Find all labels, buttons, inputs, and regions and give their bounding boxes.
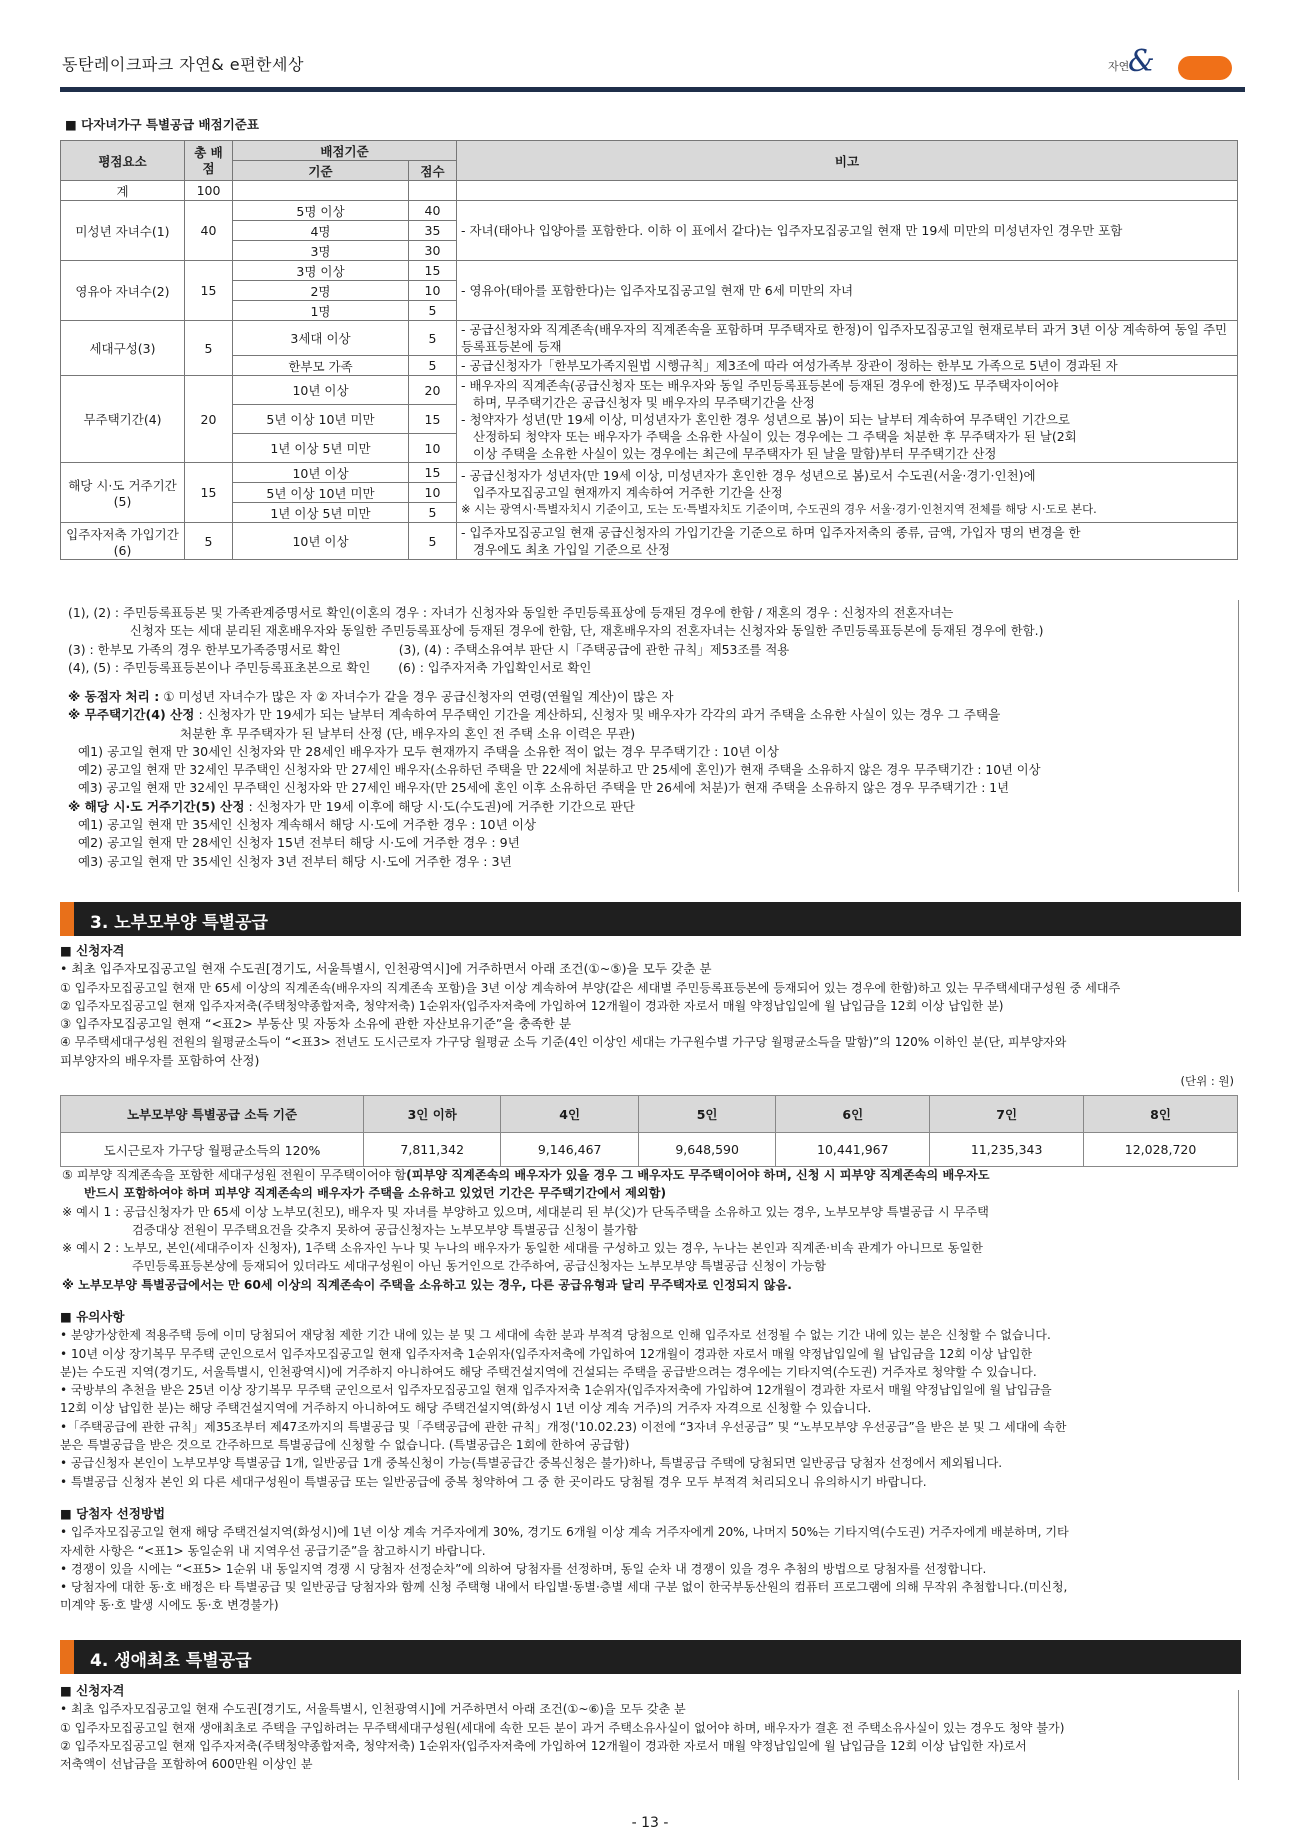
caution-line: 분은 특별공급을 받은 것으로 간주하므로 특별공급에 신청할 수 없습니다. (특별공급은 1회에 한하여 공급함)	[60, 1438, 630, 1453]
rule-text: ① 미성년 자녀수가 많은 자 ② 자녀수가 같을 경우 공급신청자의 연령(연월일 계산)이 많은 자	[159, 689, 674, 704]
footnote-part: (3), (4) : 주택소유여부 판단 시「주택공급에 관한 규칙」제53조를 적용	[398, 641, 790, 657]
section-accent	[60, 1640, 74, 1674]
income-header: 6인	[776, 1096, 930, 1133]
item-label: 입주자저축 가입기간(6)	[61, 523, 185, 560]
criteria-cell: 한부모 가족	[233, 356, 409, 376]
scoring-table	[60, 140, 1238, 560]
note-cell	[457, 523, 1238, 560]
caution-line: • 분양가상한제 적용주택 등에 이미 당첨되어 재당첨 제한 기간 내에 있는 분 및 그 세대에 속한 분과 부적격 당첨으로 인해 입주자로 선정될 수 없는 기간 내에 있는 분은 신청할 수 없습니다.	[60, 1328, 1051, 1343]
footnote-line	[68, 659, 1248, 677]
income-cell: 7,811,342	[364, 1133, 501, 1167]
income-header: 4인	[501, 1096, 638, 1133]
note-cell	[457, 376, 1238, 463]
example-line: 예3) 공고일 현재 만 35세인 신청자 3년 전부터 해당 시·도에 거주한 경우 : 3년	[78, 853, 512, 869]
rule-text: : 신청자가 만 19세가 되는 날부터 계속하여 무주택인 기간을 계산하되, 신청자 및 배우자가 각각의 과거 주택을 소유한 사실이 있는 경우 그 주택을	[194, 707, 1001, 723]
example-line: 예3) 공고일 현재 만 32세인 무주택인 신청자와 만 27세인 배우자(만 25세에 혼인 이후 소유하던 주택을 만 26세에 처분)가 현재 주택을 소유하지 않은 경우 무주택기간 : 1년	[78, 781, 1009, 796]
selection-line: • 경쟁이 있을 시에는 “<표5> 1순위 내 동일지역 경쟁 시 당첨자 선정순차”에 의하여 당첨자를 선정하며, 동일 순차 내 경쟁이 있을 경우 추첨의 방법으로 당첨자를 선정합니다.	[60, 1561, 987, 1576]
eligibility-line: ③ 입주자모집공고일 현재 “<표2> 부동산 및 자동차 소유에 관한 자산보유기준”을 충족한 분	[60, 1016, 572, 1032]
unit-label: (단위 : 원)	[1180, 1074, 1234, 1088]
income-cell: 10,441,967	[776, 1133, 930, 1167]
note-line: 하며, 무주택기간은 공급신청자 및 배우자의 무주택기간을 산정	[473, 394, 815, 410]
table-row	[61, 356, 1238, 376]
income-header: 7인	[930, 1096, 1084, 1133]
rule-text: : 신청자가 만 19세 이후에 해당 시·도(수도권)에 거주한 기간으로 판단	[244, 798, 635, 814]
item-total: 5	[185, 321, 233, 376]
income-cell: 도시근로자 가구당 월평균소득의 120%	[61, 1133, 364, 1167]
col-criteria: 기준	[233, 161, 409, 181]
right-rule	[1238, 1690, 1239, 1780]
score-cell: 5	[409, 321, 457, 356]
example-line: ※ 예시 1 : 공급신청자가 만 65세 이상 노부모(친모), 배우자 및 자녀를 부양하고 있으며, 세대분리 된 부(父)가 단독주택을 소유하고 있는 경우, 노부모부양 특별공급 시 무주택	[62, 1204, 989, 1219]
caution-line: • 특별공급 신청자 본인 외 다른 세대구성원이 특별공급 또는 일반공급에 중복 청약하여 그 중 한 곳이라도 당첨될 경우 모두 부적격 처리되오니 유의하시기 바랍니다.	[60, 1474, 927, 1489]
criteria-cell: 10년 이상	[233, 463, 409, 483]
criteria-cell: 1년 이상 5년 미만	[233, 503, 409, 523]
income-table	[60, 1095, 1238, 1167]
section3-condition5	[62, 1166, 1242, 1294]
note-cell: - 공급신청자와 직계존속(배우자의 직계존속을 포함하며 무주택자로 한정)이 입주자모집공고일 현재로부터 과거 3년 이상 계속하여 동일 주민등록표등본에 등재	[457, 321, 1238, 356]
eligibility-line: • 최초 입주자모집공고일 현재 수도권[경기도, 서울특별시, 인천광역시]에 거주하면서 아래 조건(①~⑤)을 모두 갖춘 분	[60, 961, 712, 977]
selection-line: 미계약 동·호 발생 시에도 동·호 변경불가)	[60, 1598, 279, 1613]
brand-logo-ampersand: &	[1128, 44, 1155, 79]
item-label: 세대구성(3)	[61, 321, 185, 376]
criteria-cell: 10년 이상	[233, 523, 409, 560]
item-total: 5	[185, 523, 233, 560]
rule-line	[68, 688, 1248, 706]
section-accent	[60, 902, 74, 936]
note-line: 입주자모집공고일 현재까지 계속하여 거주한 기간을 산정	[473, 485, 783, 500]
condition-text-bold: (피부양 직계존속의 배우자가 있을 경우 그 배우자도 무주택이어야 하며, 신청 시 피부양 직계존속의 배우자도	[406, 1168, 990, 1182]
rule-label: ※ 동점자 처리 :	[68, 689, 160, 704]
note-cell: - 자녀(태아나 입양아를 포함한다. 이하 이 표에서 같다)는 입주자모집공고일 현재 만 19세 미만의 미성년자인 경우만 포함	[457, 201, 1238, 261]
income-cell: 9,146,467	[501, 1133, 638, 1167]
example-line: 예1) 공고일 현재 만 35세인 신청자 계속해서 해당 시·도에 거주한 경우 : 10년 이상	[78, 817, 537, 833]
table-row	[61, 523, 1238, 560]
note-line: 경우에도 최초 가입일 기준으로 산정	[473, 542, 671, 557]
footnote-line: 신청자 또는 세대 분리된 재혼배우자와 동일한 주민등록표상에 등재된 경우에 한함, 단, 재혼배우자의 전혼자녀는 신청자와 동일한 주민등록표등본에 등재된 경우에 한함.)	[130, 623, 1044, 639]
item-label: 영유아 자녀수(2)	[61, 261, 185, 321]
table-header-row	[61, 1096, 1238, 1133]
condition-text: ⑤ 피부양 직계존속을 포함한 세대구성원 전원이 무주택이어야 함	[62, 1168, 407, 1182]
criteria-cell: 5년 이상 10년 미만	[233, 405, 409, 434]
table-row	[61, 376, 1238, 405]
rule-label: ※ 해당 시·도 거주기간(5) 산정	[68, 798, 245, 814]
note-line: - 공급신청자가 성년자(만 19세 이상, 미성년자가 혼인한 경우 성년으로 봄)로서 수도권(서울·경기·인천)에	[461, 468, 1036, 483]
section3-cautions	[60, 1308, 1240, 1491]
table1-heading: ■ 다자녀가구 특별공급 배점기준표	[65, 117, 259, 132]
score-cell: 5	[409, 301, 457, 321]
selection-line: • 당첨자에 대한 동·호 배정은 타 특별공급 및 일반공급 당첨자와 함께 신청 주택형 내에서 타입별·동별·층별 세대 구분 없이 한국부동산원의 컴퓨터 프로그램에 의해 무작위 추첨합니다.(미신청,	[60, 1580, 1068, 1595]
selection-line: • 입주자모집공고일 현재 해당 주택건설지역(화성시)에 1년 이상 계속 거주자에게 30%, 경기도 6개월 이상 계속 거주자에게 20%, 나머지 50%는 기타지역(수도권) 거주자에게 배분하며, 기타	[60, 1525, 1069, 1540]
caution-line: •「주택공급에 관한 규칙」제35조부터 제47조까지의 특별공급 및「주택공급에 관한 규칙」개정('10.02.23) 이전에 “3자녀 우선공급” 및 “노부모부양 우선공급”을 받은 분 및 그 세대에 속한	[60, 1419, 1067, 1434]
example-line: 예2) 공고일 현재 만 32세인 무주택인 신청자와 만 27세인 배우자(소유하던 주택을 만 22세에 처분하고 만 25세에 혼인)가 현재 주택을 소유하지 않은 경우 무주택기간 : 10년 이상	[78, 763, 1041, 778]
condition-line: 반드시 포함하여야 하며 피부양 직계존속의 배우자가 주택을 소유하고 있었던 기간은 무주택기간에서 제외함)	[84, 1186, 667, 1201]
example-line: 검증대상 전원이 무주택요건을 갖추지 못하여 공급신청자는 노부모부양 특별공급 신청이 불가함	[132, 1222, 638, 1237]
eligibility-line: ① 입주자모집공고일 현재 생애최초로 주택을 구입하려는 무주택세대구성원(세대에 속한 모든 분이 과거 주택소유사실이 없어야 하며, 배우자가 결혼 전 주택소유사실이 있는 경우도 청약 불가)	[60, 1720, 1065, 1735]
table-row	[61, 261, 1238, 281]
page-number: - 13 -	[631, 1815, 669, 1831]
score-cell: 5	[409, 523, 457, 560]
table-row	[61, 463, 1238, 483]
footnote-line: (1), (2) : 주민등록표등본 및 가족관계증명서로 확인(이혼의 경우 : 자녀가 신청자와 동일한 주민등록표상에 등재된 경우에 한함 / 재혼의 경우 : 신청자의 전혼자녀는	[68, 605, 954, 620]
brand-logo-mark	[1178, 56, 1232, 80]
total-label: 계	[61, 181, 185, 201]
eligibility-line: 저축액이 선납금을 포함하여 600만원 이상인 분	[60, 1757, 313, 1772]
caution-line: 12회 이상 납입한 분)는 해당 주택건설지역에 거주하지 아니하여도 해당 주택건설지역(화성시 1년 이상 계속 거주)의 거주자 자격으로 신청할 수 있습니다.	[60, 1401, 872, 1416]
eligibility-line: ② 입주자모집공고일 현재 입주자저축(주택청약종합저축, 청약저축) 1순위자(입주자저축에 가입하여 12개월이 경과한 자로서 매월 약정납입일에 월 납입금을 12회 이상 납입한 분)	[60, 998, 1004, 1013]
income-header: 5인	[638, 1096, 775, 1133]
eligibility-line: 피부양자의 배우자를 포함하여 산정)	[60, 1052, 260, 1068]
section4-banner	[60, 1640, 1241, 1674]
section4-title: 4. 생애최초 특별공급	[90, 1651, 252, 1671]
eligibility-line: ② 입주자모집공고일 현재 입주자저축(주택청약종합저축, 청약저축) 1순위자(입주자저축에 가입하여 12개월이 경과한 자로서 매월 약정납입일에 월 납입금을 12회 이상 납입한 자)로서	[60, 1738, 1027, 1753]
criteria-cell: 3명	[233, 241, 409, 261]
eligibility-line: ④ 무주택세대구성원 전원의 월평균소득이 “<표3> 전년도 도시근로자 가구당 월평균 소득 기준(4인 이상인 세대는 가구원수별 가구당 월평균소득을 말함)”의 120% 이하인 분(단, 피부양자와	[60, 1035, 1067, 1050]
eligibility-heading: ■ 신청자격	[60, 943, 125, 958]
note-cell: - 영유아(태아를 포함한다)는 입주자모집공고일 현재 만 6세 미만의 자녀	[457, 261, 1238, 321]
selection-heading: ■ 당첨자 선정방법	[60, 1506, 166, 1521]
score-cell: 30	[409, 241, 457, 261]
footnote-part: (4), (5) : 주민등록표등본이나 주민등록표초본으로 확인	[68, 659, 371, 675]
criteria-cell: 5명 이상	[233, 201, 409, 221]
condition-line	[62, 1166, 1242, 1184]
criteria-cell: 10년 이상	[233, 376, 409, 405]
item-total: 15	[185, 261, 233, 321]
item-label: 무주택기간(4)	[61, 376, 185, 463]
score-cell: 35	[409, 221, 457, 241]
note-cell: - 공급신청자가「한부모가족지원법 시행규칙」제3조에 따라 여성가족부 장관이 정하는 한부모 가족으로 5년이 경과된 자	[457, 356, 1238, 376]
section3-title: 3. 노부모부양 특별공급	[90, 913, 268, 933]
note-line: - 청약자가 성년(만 19세 이상, 미성년자가 혼인한 경우 성년으로 봄)이 되는 날부터 계속하여 무주택인 기간으로	[461, 411, 1070, 427]
income-cell: 11,235,343	[930, 1133, 1084, 1167]
criteria-cell: 3명 이상	[233, 261, 409, 281]
col-item: 평점요소	[61, 141, 185, 181]
caution-line: • 10년 이상 장기복무 무주택 군인으로서 입주자모집공고일 현재 입주자저축 1순위자(입주자저축에 가입하여 12개월이 경과한 자로서 매월 약정납입일에 월 납입금을 12회 이상 납입한	[60, 1346, 1033, 1361]
example-line: 예1) 공고일 현재 만 30세인 신청자와 만 28세인 배우자가 모두 현재까지 주택을 소유한 적이 없는 경우 무주택기간 : 10년 이상	[78, 743, 779, 759]
total-value: 100	[185, 181, 233, 201]
table-row	[61, 201, 1238, 221]
criteria-cell: 1명	[233, 301, 409, 321]
rule-label: ※ 무주택기간(4) 산정	[68, 707, 195, 723]
table-row	[61, 181, 1238, 201]
score-cell: 15	[409, 405, 457, 434]
score-cell: 15	[409, 261, 457, 281]
col-score: 점수	[409, 161, 457, 181]
score-cell: 5	[409, 356, 457, 376]
note-line: - 배우자의 직계존속(공급신청자 또는 배우자와 동일 주민등록표등본에 등재된 경우에 한정)도 무주택자이어야	[461, 377, 1059, 393]
table-row	[61, 321, 1238, 356]
caution-line: • 공급신청자 본인이 노부모부양 특별공급 1개, 일반공급 1개 중복신청이 가능(특별공급간 중복신청은 불가)하나, 특별공급 주택에 당첨되면 일반공급 당첨자 선정에서 제외됩니다.	[60, 1456, 1003, 1471]
criteria-cell: 5년 이상 10년 미만	[233, 483, 409, 503]
section3-banner	[60, 902, 1241, 936]
col-criteria-group: 배점기준	[233, 141, 457, 161]
income-header: 8인	[1084, 1096, 1238, 1133]
section3-selection	[60, 1505, 1240, 1615]
footnote-line	[68, 641, 1248, 659]
section3-eligibility	[60, 942, 1240, 1070]
eligibility-line: ① 입주자모집공고일 현재 만 65세 이상의 직계존속(배우자의 직계존속 포함)을 3년 이상 계속하여 부양(같은 세대별 주민등록표등본에 등재되어 있는 경우에 한함)하고 있는 무주택세대구성원 중 세대주	[60, 980, 1121, 995]
footnote-part: (6) : 입주자저축 가입확인서로 확인	[398, 659, 592, 675]
income-cell: 12,028,720	[1084, 1133, 1238, 1167]
col-note: 비고	[457, 141, 1238, 181]
income-header: 노부모부양 특별공급 소득 기준	[61, 1096, 364, 1133]
item-label: 미성년 자녀수(1)	[61, 201, 185, 261]
score-cell: 20	[409, 376, 457, 405]
criteria-cell: 3세대 이상	[233, 321, 409, 356]
example-line: 예2) 공고일 현재 만 28세인 신청자 15년 전부터 해당 시·도에 거주한 경우 : 9년	[78, 835, 520, 851]
col-total: 총 배점	[185, 141, 233, 181]
table-row	[61, 1133, 1238, 1167]
score-cell: 5	[409, 503, 457, 523]
note-line: 이상 주택을 소유한 사실이 있는 경우에는 최근에 무주택자가 된 날을 말함)부터 무주택기간 산정	[473, 445, 997, 461]
rule-line: 처분한 후 무주택자가 된 날부터 산정 (단, 배우자의 혼인 전 주택 소유 이력은 무관)	[180, 725, 636, 741]
rule-line	[68, 798, 1248, 816]
table1-footnotes	[68, 604, 1248, 677]
right-rule	[1238, 600, 1239, 892]
bold-notice: ※ 노부모부양 특별공급에서는 만 60세 이상의 직계존속이 주택을 소유하고 있는 경우, 다른 공급유형과 달리 무주택자로 인정되지 않음.	[62, 1277, 792, 1292]
eligibility-heading: ■ 신청자격	[60, 1683, 125, 1698]
rule-line	[68, 706, 1248, 724]
header-rule	[60, 87, 1245, 92]
footnote-part: (3) : 한부모 가족의 경우 한부모가족증명서로 확인	[68, 641, 341, 657]
income-cell: 9,648,590	[638, 1133, 775, 1167]
item-total: 20	[185, 376, 233, 463]
note-line: 산정하되 청약자 또는 배우자가 주택을 소유한 사실이 있는 경우에는 그 주택을 처분한 후 무주택자가 된 날(2회	[473, 428, 1077, 444]
selection-line: 자세한 사항은 “<표1> 동일순위 내 지역우선 공급기준”을 참고하시기 바랍니다.	[60, 1543, 486, 1558]
caution-heading: ■ 유의사항	[60, 1309, 125, 1324]
score-cell: 10	[409, 483, 457, 503]
score-cell: 10	[409, 434, 457, 463]
caution-line: • 국방부의 추천을 받은 25년 이상 장기복무 무주택 군인으로서 입주자모집공고일 현재 입주자저축 1순위자(입주자저축에 가입하여 12개월이 경과한 자로서 매월 약정납입일에 월 납입금을	[60, 1383, 1052, 1398]
document-header-title: 동탄레이크파크 자연& e편한세상	[62, 55, 304, 74]
section4-eligibility	[60, 1682, 1240, 1773]
criteria-cell: 1년 이상 5년 미만	[233, 434, 409, 463]
criteria-cell: 4명	[233, 221, 409, 241]
score-cell: 10	[409, 281, 457, 301]
example-line: ※ 예시 2 : 노부모, 본인(세대주이자 신청자), 1주택 소유자인 누나 및 누나의 배우자가 동일한 세대를 구성하고 있는 경우, 누나는 본인과 직계존·비속 관계가 아니므로 동일한	[62, 1241, 983, 1256]
criteria-cell: 2명	[233, 281, 409, 301]
item-label: 해당 시·도 거주기간(5)	[61, 463, 185, 523]
caution-line: 분)는 수도권 지역(경기도, 서울특별시, 인천광역시)에 거주하지 아니하여도 해당 주택건설지역에 건설되는 주택을 공급받으려는 경우에는 기타지역(수도권) 거주자로 청약할 수 있습니다.	[60, 1364, 1037, 1379]
note-cell	[457, 463, 1238, 523]
note-line: - 입주자모집공고일 현재 공급신청자의 가입기간을 기준으로 하며 입주자저축의 종류, 금액, 가입자 명의 변경을 한	[461, 525, 1081, 540]
score-cell: 15	[409, 463, 457, 483]
item-total: 40	[185, 201, 233, 261]
example-line: 주민등록표등본상에 등재되어 있더라도 세대구성원이 아닌 동거인으로 간주하여, 공급신청자는 노부모부양 특별공급 신청이 가능함	[132, 1259, 827, 1274]
scoring-rules	[68, 688, 1248, 871]
note-line: ※ 시는 광역시·특별자치시 기준이고, 도는 도·특별자치도 기준이며, 수도권의 경우 서울·경기·인천지역 전체를 해당 시·도로 본다.	[461, 502, 1097, 516]
eligibility-line: • 최초 입주자모집공고일 현재 수도권[경기도, 서울특별시, 인천광역시]에 거주하면서 아래 조건(①~⑥)을 모두 갖춘 분	[60, 1702, 686, 1717]
income-header: 3인 이하	[364, 1096, 501, 1133]
brand-logo-text: 자연	[1108, 60, 1130, 73]
score-cell: 40	[409, 201, 457, 221]
item-total: 15	[185, 463, 233, 523]
